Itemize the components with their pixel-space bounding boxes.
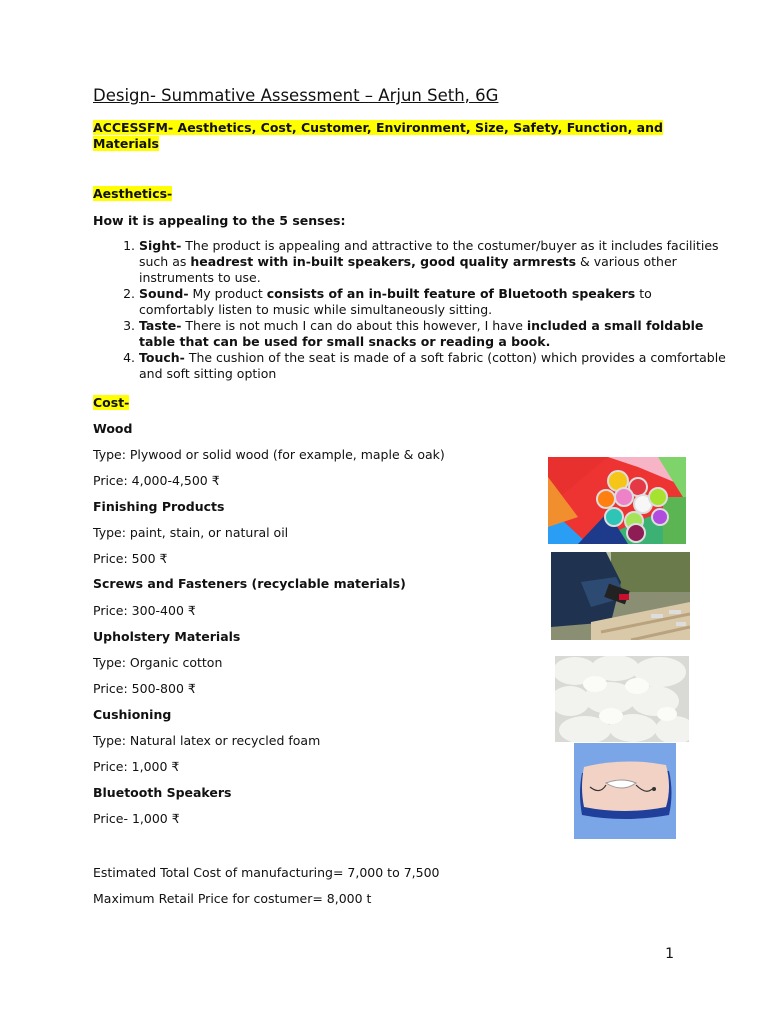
accessfm-highlight: ACCESSFM- Aesthetics, Cost, Customer, Environment, Size, Safety, Function, and Materials [93, 120, 663, 151]
paint-cans-image [548, 457, 686, 544]
page-number: 1 [665, 946, 674, 962]
aesthetics-heading [93, 186, 172, 201]
speaker-pillow-image [574, 743, 676, 839]
accessfm-line [93, 120, 673, 152]
cost-highlight: Cost- [93, 395, 130, 410]
list-item: 4. Touch- The cushion of the seat is made of a soft fabric (cotton) which provides a comfortable and soft sitting option [139, 350, 729, 382]
cost-heading [93, 395, 129, 410]
upholstery-type: Type: Organic cotton [93, 655, 223, 670]
cushioning-heading: Cushioning [93, 707, 172, 722]
cushioning-type: Type: Natural latex or recycled foam [93, 733, 321, 748]
list-item: 1. Sight- The product is appealing and attractive to the costumer/buyer as it includes facilities such as headrest with in-built speakers, good quality armrests & various other instruments to use. [139, 238, 729, 286]
senses-heading: How it is appealing to the 5 senses: [93, 213, 346, 228]
bluetooth-heading: Bluetooth Speakers [93, 785, 232, 800]
list-item: 3. Taste- There is not much I can do about this however, I have included a small foldable table that can be used for small snacks or reading a book. [139, 318, 729, 350]
bluetooth-price: Price- 1,000 ₹ [93, 811, 180, 826]
cushioning-price: Price: 1,000 ₹ [93, 759, 180, 774]
total-cost: Estimated Total Cost of manufacturing= 7,000 to 7,500 [93, 865, 440, 880]
wood-heading: Wood [93, 421, 133, 436]
finishing-heading: Finishing Products [93, 499, 225, 514]
wood-price: Price: 4,000-4,500 ₹ [93, 473, 220, 488]
upholstery-heading: Upholstery Materials [93, 629, 241, 644]
max-retail-price: Maximum Retail Price for costumer= 8,000 t [93, 891, 372, 906]
screws-heading: Screws and Fasteners (recyclable materials) [93, 576, 406, 591]
page-title: Design- Summative Assessment – Arjun Seth, 6G [93, 86, 499, 105]
screws-price: Price: 300-400 ₹ [93, 603, 196, 618]
cotton-image [555, 656, 689, 742]
upholstery-price: Price: 500-800 ₹ [93, 681, 196, 696]
senses-list [93, 238, 729, 382]
wood-type: Type: Plywood or solid wood (for example, maple & oak) [93, 447, 445, 462]
drill-screws-image [551, 552, 690, 640]
aesthetics-highlight: Aesthetics- [93, 186, 173, 201]
finishing-type: Type: paint, stain, or natural oil [93, 525, 289, 540]
list-item: 2. Sound- My product consists of an in-built feature of Bluetooth speakers to comfortably listen to music while simultaneously sitting. [139, 286, 729, 318]
finishing-price: Price: 500 ₹ [93, 551, 168, 566]
